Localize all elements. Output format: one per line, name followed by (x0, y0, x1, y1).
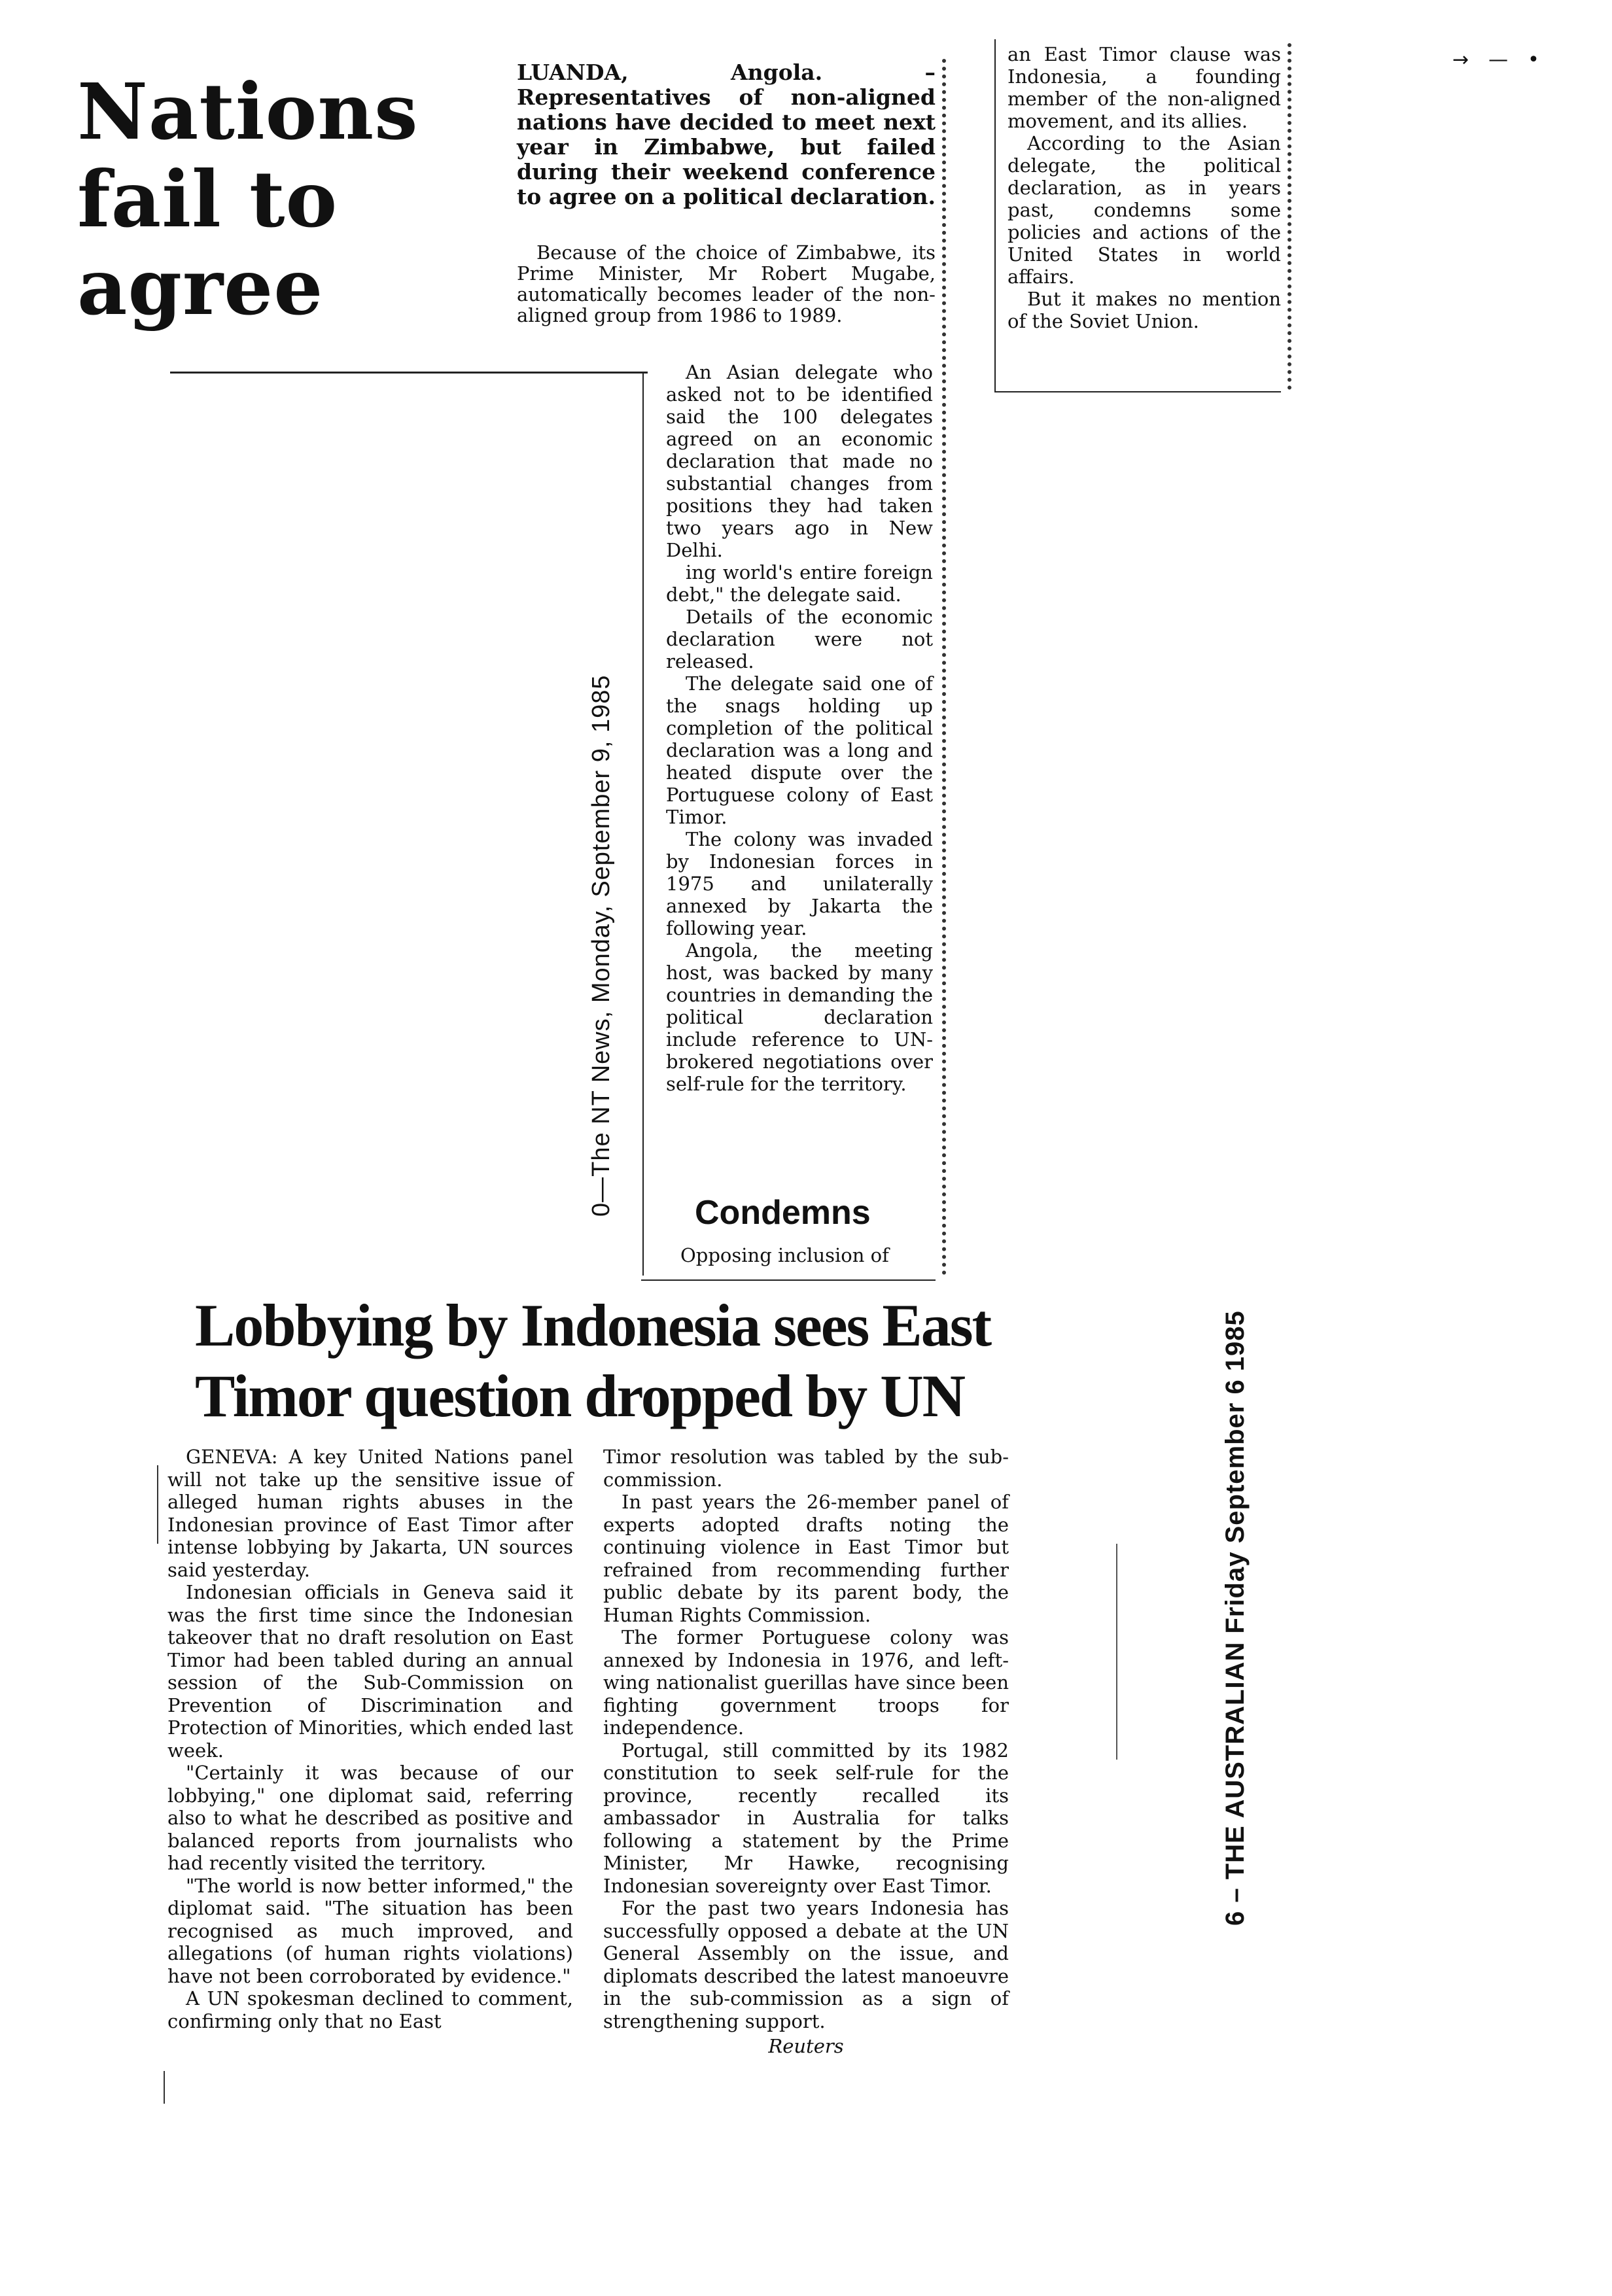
article1-lead-paragraph: LUANDA, Angola. – Representatives of non-aligned nations have decided to meet next year in Zimbabwe, but failed during their weekend conference to agree on a political declaration. (517, 60, 936, 209)
paragraph: The former Portuguese colony was annexed by Indonesia in 1976, and left-wing nationalist guerillas have since been fighting government troops for independence. (603, 1626, 1009, 1739)
paragraph: For the past two years Indonesia has successfully opposed a debate at the UN General Assembly on the issue, and diplomats described the latest manoeuvre in the sub-commission as a sign of strengthening support. (603, 1897, 1009, 2032)
vertical-rule (642, 373, 644, 1276)
source-credit-the-australian: 6 – THE AUSTRALIAN Friday September 6 1985 (1221, 1310, 1250, 1926)
dotted-clipping-border (1288, 43, 1291, 390)
source-credit-nt-news: 0—The NT News, Monday, September 9, 1985 (587, 674, 615, 1217)
article1-right-column (1008, 43, 1281, 332)
article1-middle-column (666, 361, 933, 1095)
stray-marks: →—• (1452, 48, 1559, 71)
headline-line: Lobbying by Indonesia sees East (195, 1292, 991, 1359)
paragraph: GENEVA: A key United Nations panel will not take up the sensitive issue of alleged human rights abuses in the Indonesian province of East Timor after intense lobbying by Jakarta, UN sources said yesterday. (167, 1446, 573, 1581)
paragraph: Indonesian officials in Geneva said it was the first time since the Indonesian takeover that no draft resolution on East Timor had been tabled during an annual session of the Sub-Commission on Prevention of Discrimination and Protection of Minorities, which ended last week. (167, 1581, 573, 1762)
article1-headline (77, 68, 483, 331)
paragraph: The delegate said one of the snags holding up completion of the political declaration was a long and heated dispute over the Portuguese colony of East Timor. (666, 672, 933, 828)
paragraph: In past years the 26-member panel of experts adopted drafts noting the continuing violence in East Timor but refrained from recommending further public debate by its parent body, the Human Rights Commission. (603, 1491, 1009, 1626)
paragraph: But it makes no mention of the Soviet Union. (1008, 288, 1281, 332)
paragraph: According to the Asian delegate, the political declaration, as in years past, condemns some policies and actions of the United States in world affairs. (1008, 132, 1281, 288)
margin-mark (164, 2071, 165, 2104)
horizontal-rule (994, 391, 1281, 392)
headline-line: fail to (77, 154, 338, 245)
paragraph: Angola, the meeting host, was backed by many countries in demanding the political declaration include reference to UN-brokered negotiations over self-rule for the territory. (666, 939, 933, 1095)
article1-second-paragraph: Because of the choice of Zimbabwe, its Prime Minister, Mr Robert Mugabe, automatically becomes leader of the non-aligned group from 1986 to 1989. (517, 241, 936, 326)
headline-line: Nations (77, 66, 419, 157)
dotted-clipping-border (942, 59, 946, 1276)
paragraph: A UN spokesman declined to comment, confirming only that no East (167, 1987, 573, 2032)
paragraph: Details of the economic declaration were not released. (666, 606, 933, 672)
byline: Reuters (768, 2035, 844, 2057)
paragraph: Timor resolution was tabled by the sub-commission. (603, 1446, 1009, 1491)
paragraph: The colony was invaded by Indonesian forces in 1975 and unilaterally annexed by Jakarta the following year. (666, 828, 933, 939)
horizontal-rule (641, 1279, 936, 1281)
article2-headline (195, 1290, 991, 1431)
paragraph: "The world is now better informed," the diplomat said. "The situation has been recognised as much improved, and allegations (of human rights violations) have not been corroborated by evidence." (167, 1874, 573, 1987)
article1-subhead-line: Opposing inclusion of (680, 1244, 889, 1266)
margin-mark (1116, 1544, 1117, 1760)
paragraph: Portugal, still committed by its 1982 constitution to seek self-rule for the province, recently recalled its ambassador in Australia for talks following a statement by the Prime Minister, Mr Hawke, recognising Indonesian sovereignty over East Timor. (603, 1739, 1009, 1897)
headline-line: Timor question dropped by UN (195, 1363, 965, 1429)
margin-mark (157, 1465, 158, 1544)
paragraph: ing world's entire foreign debt," the delegate said. (666, 561, 933, 606)
article1-subhead: Condemns (695, 1194, 871, 1232)
headline-line: agree (77, 241, 324, 332)
paragraph: "Certainly it was because of our lobbying," one diplomat said, referring also to what he described as positive and balanced reports from journalists who had recently visited the territory. (167, 1762, 573, 1874)
article2-column-2 (603, 1446, 1009, 2058)
vertical-rule (994, 39, 996, 392)
horizontal-rule (170, 372, 648, 374)
paragraph: an East Timor clause was Indonesia, a founding member of the non-aligned movement, and its allies. (1008, 43, 1281, 132)
paragraph: An Asian delegate who asked not to be identified said the 100 delegates agreed on an economic declaration that made no substantial changes from positions they had taken two years ago in New Delhi. (666, 361, 933, 561)
article2-column-1 (167, 1446, 573, 2032)
